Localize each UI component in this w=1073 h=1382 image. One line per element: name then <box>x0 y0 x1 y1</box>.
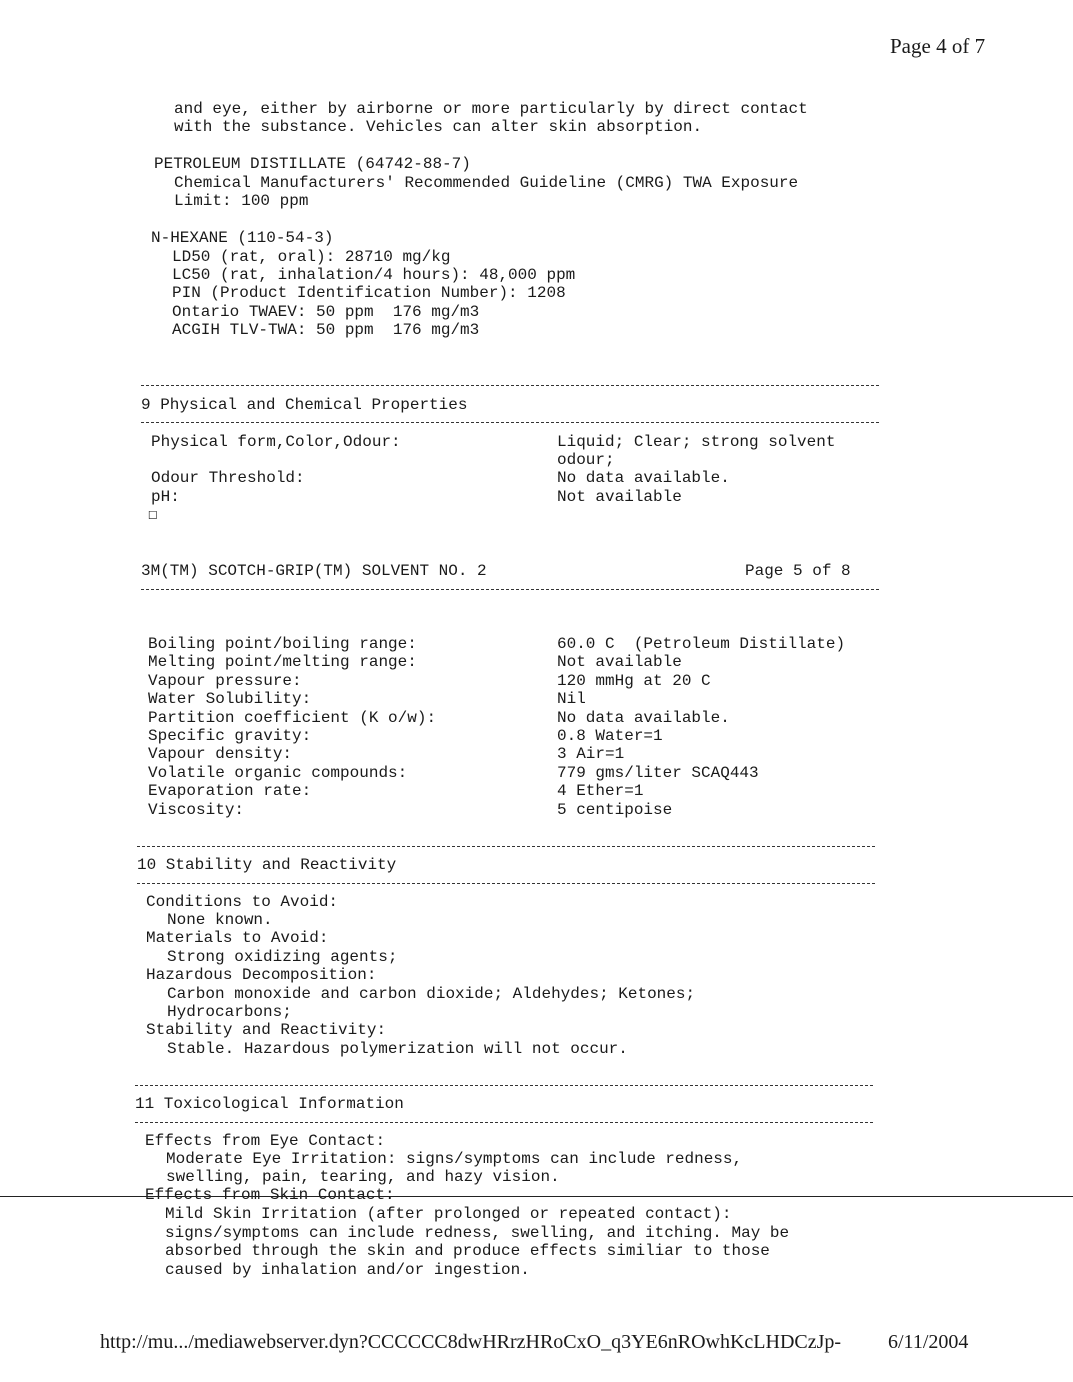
petroleum-name: PETROLEUM DISTILLATE (64742-88-7) <box>154 155 471 173</box>
section9-bottom-rule <box>141 422 879 423</box>
property-value: Nil <box>557 690 586 709</box>
s11-skin-heading: Effects from Skin Contact: <box>145 1186 395 1204</box>
section10-title: 10 Stability and Reactivity <box>137 856 397 874</box>
s10-heading-decomposition: Hazardous Decomposition: <box>146 966 377 984</box>
s10-heading-stability: Stability and Reactivity: <box>146 1021 387 1039</box>
property-label: Evaporation rate: <box>148 782 312 801</box>
hexane-line-5: ACGIH TLV-TWA: 50 ppm 176 mg/m3 <box>172 321 480 339</box>
property-label: Melting point/melting range: <box>148 653 417 672</box>
property-value: 779 gms/liter SCAQ443 <box>557 763 759 782</box>
s11-skin-line-1: Mild Skin Irritation (after prolonged or repeated contact): <box>165 1205 732 1223</box>
s11-skin-line-3: absorbed through the skin and produce effects similiar to those <box>165 1242 770 1260</box>
prop-physical-form-value: Liquid; Clear; strong solvent <box>557 433 836 451</box>
property-value: 60.0 C (Petroleum Distillate) <box>557 635 846 653</box>
property-label: Vapour density: <box>148 745 293 764</box>
embedded-footer-rule <box>141 589 879 590</box>
embedded-footer-title: 3M(TM) SCOTCH-GRIP(TM) SOLVENT NO. 2 <box>141 562 487 580</box>
s10-line-decomposition-2: Hydrocarbons; <box>167 1003 292 1021</box>
property-value: 3 Air=1 <box>557 745 625 764</box>
prop-odour-threshold-value: No data available. <box>557 469 730 487</box>
s11-eye-line-1: Moderate Eye Irritation: signs/symptoms can include redness, <box>166 1150 743 1168</box>
prop-odour-threshold-label: Odour Threshold: <box>151 469 305 487</box>
page-indicator: Page 4 of 7 <box>890 34 986 58</box>
property-label: Water Solubility: <box>148 690 312 709</box>
property-value: 0.8 Water=1 <box>557 727 663 745</box>
property-label: Specific gravity: <box>148 727 312 745</box>
property-value: Not available <box>557 653 682 672</box>
intro-line-2: with the substance. Vehicles can alter skin absorption. <box>174 118 703 136</box>
section11-top-rule <box>135 1085 873 1086</box>
prop-physical-form-label: Physical form,Color,Odour: <box>151 433 401 451</box>
s10-line-decomposition-1: Carbon monoxide and carbon dioxide; Aldehydes; Ketones; <box>167 985 696 1003</box>
property-value: 4 Ether=1 <box>557 782 644 801</box>
s10-line-conditions: None known. <box>167 911 273 929</box>
footer-url: http://mu.../mediawebserver.dyn?CCCCCC8dwHRrzHRoCxO_q3YE6nROwhKcLHDCzJp- <box>100 1331 842 1353</box>
s11-skin-line-4: caused by inhalation and/or ingestion. <box>165 1261 530 1279</box>
section10-bottom-rule <box>137 883 875 884</box>
property-label: Volatile organic compounds: <box>148 763 408 782</box>
s10-line-materials: Strong oxidizing agents; <box>167 948 398 966</box>
hexane-line-2: LC50 (rat, inhalation/4 hours): 48,000 ppm <box>172 266 576 284</box>
page-break-rule <box>0 1196 1073 1197</box>
property-value: No data available. <box>557 708 730 727</box>
section11-title: 11 Toxicological Information <box>135 1095 404 1113</box>
footer-date: 6/11/2004 <box>888 1331 969 1353</box>
intro-line-1: and eye, either by airborne or more particularly by direct contact <box>174 100 808 118</box>
petroleum-line-1: Chemical Manufacturers' Recommended Guideline (CMRG) TWA Exposure <box>174 174 799 192</box>
property-value: 5 centipoise <box>557 800 673 819</box>
section9-title: 9 Physical and Chemical Properties <box>141 396 468 414</box>
property-label: Vapour pressure: <box>148 671 302 690</box>
petroleum-line-2: Limit: 100 ppm <box>174 192 309 210</box>
property-label: Partition coefficient (K o/w): <box>148 708 437 727</box>
s11-skin-line-2: signs/symptoms can include redness, swelling, and itching. May be <box>165 1224 790 1242</box>
section10-top-rule <box>137 846 875 847</box>
property-label: Boiling point/boiling range: <box>148 635 417 653</box>
section9-top-rule <box>141 385 879 386</box>
s10-heading-materials: Materials to Avoid: <box>146 929 329 947</box>
hexane-name: N-HEXANE (110-54-3) <box>151 229 334 247</box>
s10-line-stability: Stable. Hazardous polymerization will not occur. <box>167 1040 628 1058</box>
section11-bottom-rule <box>135 1122 873 1123</box>
hexane-line-4: Ontario TWAEV: 50 ppm 176 mg/m3 <box>172 303 480 321</box>
hexane-line-1: LD50 (rat, oral): 28710 mg/kg <box>172 248 451 266</box>
s11-eye-heading: Effects from Eye Contact: <box>145 1132 386 1150</box>
property-label: Viscosity: <box>148 800 245 819</box>
checkbox-glyph: ☐ <box>148 506 158 524</box>
property-value: 120 mmHg at 20 C <box>557 671 711 690</box>
embedded-footer-page: Page 5 of 8 <box>745 562 851 580</box>
s10-heading-conditions: Conditions to Avoid: <box>146 893 339 911</box>
prop-ph-value: Not available <box>557 488 682 506</box>
s11-eye-line-2: swelling, pain, tearing, and hazy vision. <box>166 1168 560 1186</box>
prop-physical-form-value-2: odour; <box>557 451 615 469</box>
hexane-line-3: PIN (Product Identification Number): 1208 <box>172 284 566 302</box>
prop-ph-label: pH: <box>151 488 180 506</box>
